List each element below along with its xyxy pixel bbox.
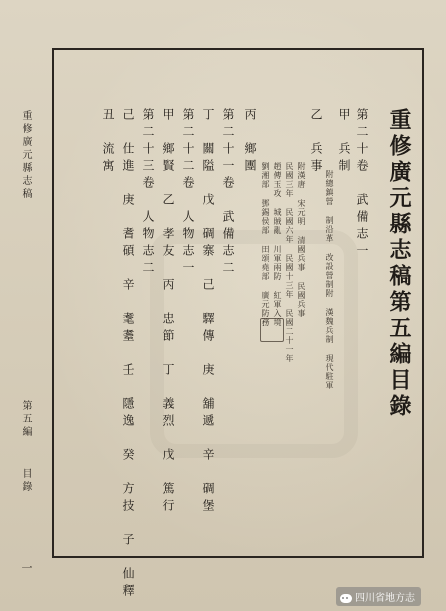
toc-col-5-notes: 趙傳玉攻 城賊亂 川軍兩防 紅軍入境	[273, 162, 282, 327]
wechat-icon	[340, 594, 352, 603]
entry-row-11: 甲 鄉賢 乙 孝友 丙 忠節 丁 義烈 戊 篤行	[161, 108, 175, 516]
square-seal-icon	[260, 318, 284, 342]
entry-row-14: 丑 流寓	[101, 108, 115, 176]
toc-col-3-notes: 附漢唐 宋元明 清國兵事 民國兵事	[297, 162, 306, 318]
volume-23-heading: 第二十三卷 人物志二	[141, 108, 155, 278]
volume-22-heading: 第二十二卷 人物志一	[181, 108, 195, 278]
page-title: 重修廣元縣志稿第五編目錄	[386, 108, 412, 420]
toc-col-1	[354, 108, 371, 261]
running-head-label: 目錄	[20, 468, 31, 494]
toc-col-2-notes: 附總鎮營 制沿革 改設營制附 漢魏兵制 現代駐軍	[325, 170, 334, 390]
toc-col-10	[180, 108, 197, 278]
entry-row-9: 丁 關隘 戊 碉寨 己 驛傳 庚 舖遞 辛 碉堡	[201, 108, 215, 516]
entry-yi: 乙 兵事	[309, 108, 323, 176]
volume-heading: 第二十卷 武備志一	[355, 108, 369, 261]
toc-col-14	[100, 108, 117, 176]
toc-col-12	[140, 108, 157, 278]
volume-21-heading: 第二十一卷 武備志二	[221, 108, 235, 278]
entry-bing: 丙 鄉團	[243, 108, 257, 176]
toc-col-3	[308, 108, 325, 176]
toc-col-7	[242, 108, 259, 176]
toc-col-9	[200, 108, 217, 516]
entry-row-13: 己 仕進 庚 耆碩 辛 耄耋 壬 隱逸 癸 方技 子 仙釋	[121, 108, 135, 601]
entry-jia: 甲 兵制	[337, 108, 351, 176]
toc-col-4-notes: 民國三年 民國六年 民國十三年 民國二十一年	[285, 162, 294, 363]
toc-col-11	[160, 108, 177, 516]
source-watermark-text: 四川省地方志	[355, 593, 415, 604]
running-head: 重修廣元縣志稿	[20, 110, 31, 201]
toc-col-6-notes: 劉湘部 鄧錫侯部 田頌堯部 廣元防務	[261, 162, 270, 327]
toc-col-13	[120, 108, 137, 601]
source-watermark	[336, 587, 421, 606]
running-head-section: 第五編	[20, 400, 31, 439]
page-number: 一	[20, 562, 33, 576]
toc-col-8	[220, 108, 237, 278]
toc-col-2	[336, 108, 353, 176]
